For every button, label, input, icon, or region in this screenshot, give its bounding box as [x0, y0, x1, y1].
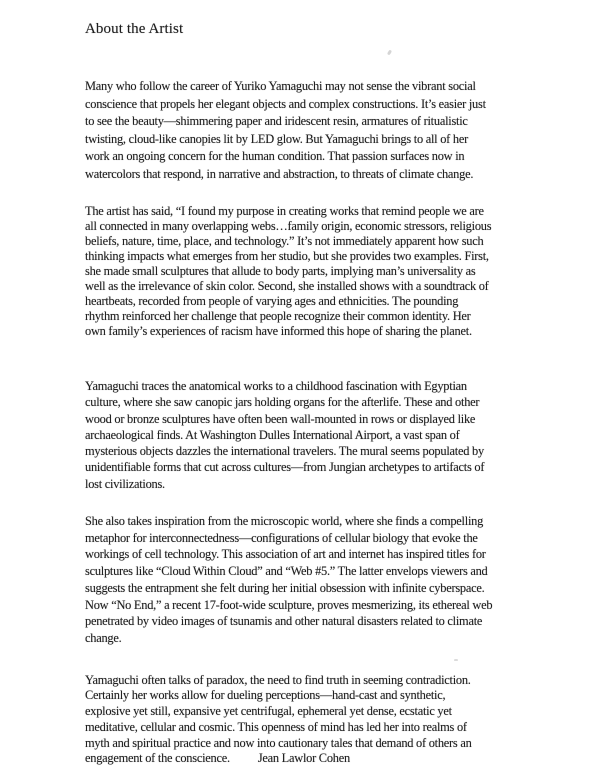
text-line: culture, where she saw canopic jars holding organs for the afterlife. These and other — [85, 395, 480, 410]
paragraph-2 — [85, 204, 592, 339]
text-line: Many who follow the career of Yuriko Yamaguchi may not sense the vibrant social — [85, 79, 476, 93]
text-line: lost civilizations. — [85, 476, 165, 491]
text-line: myth and spiritual practice and now into cautionary tales that demand of others an — [85, 735, 472, 750]
attribution: Jean Lawlor Cohen — [257, 751, 350, 766]
text-line: wood or bronze sculptures have often been wall-mounted in rows or displayed like — [85, 411, 476, 426]
text-line: penetrated by video images of tsunamis and other natural disasters related to climate — [85, 614, 483, 629]
text-line: mysterious objects dazzles the international travelers. The mural seems populated by — [85, 444, 484, 459]
text-line — [85, 751, 592, 767]
text-line: Certainly her works allow for dueling perceptions—hand-cast and synthetic, — [85, 688, 446, 703]
text-line: Yamaguchi traces the anatomical works to a childhood fascination with Egyptian — [85, 379, 467, 393]
scan-speck — [387, 50, 392, 56]
text-line: to see the beauty—shimmering paper and iridescent resin, armatures of ritualistic — [85, 114, 468, 128]
text-line: Now “No End,” a recent 17-foot-wide sculpture, proves mesmerizing, its ethereal web — [85, 597, 493, 612]
paragraph-1 — [85, 78, 592, 183]
paragraph-4 — [85, 513, 592, 647]
text-line: change. — [85, 631, 122, 645]
text-line: explosive yet still, expansive yet centrifugal, ephemeral yet dense, ecstatic yet — [85, 704, 452, 719]
text-line: twisting, cloud-like canopies lit by LED glow. But Yamaguchi brings to all of her — [85, 131, 468, 146]
text-line: own family’s experiences of racism have informed this hope of sharing the planet. — [85, 324, 472, 338]
text-line: unidentifiable forms that cut across cultures—from Jungian archetypes to artifacts of — [85, 460, 485, 475]
text-line: archaeological finds. At Washington Dulles International Airport, a vast span of — [85, 427, 460, 442]
paragraph-3 — [85, 378, 592, 492]
text-line: all connected in many overlapping webs…family origin, economic stressors, religious — [85, 219, 492, 233]
text-line: sculptures like “Cloud Within Cloud” and “Web #5.” The latter envelops viewers and — [85, 564, 488, 579]
text-line: she made small sculptures that allude to body parts, implying man’s universality as — [85, 264, 476, 278]
scan-speck — [454, 659, 458, 661]
paragraph-5 — [85, 673, 592, 767]
page-title: About the Artist — [85, 21, 184, 37]
text-line: work an ongoing concern for the human condition. That passion surfaces now in — [85, 149, 465, 163]
text-line: heartbeats, recorded from people of varying ages and ethnicities. The pounding — [85, 294, 459, 308]
text-line: suggests the entrapment she felt during her initial obsession with infinite cyberspace. — [85, 580, 485, 595]
text-line: well as the irrelevance of skin color. Second, she installed shows with a soundtrack of — [85, 279, 489, 293]
closing-sentence: engagement of the conscience. — [85, 751, 230, 766]
text-line: Yamaguchi often talks of paradox, the need to find truth in seeming contradiction. — [85, 672, 471, 687]
text-line: rhythm reinforced her challenge that people recognize their common identity. Her — [85, 309, 471, 323]
text-line: workings of cell technology. This association of art and internet has inspired titles for — [85, 547, 486, 562]
text-line: metaphor for interconnectedness—configurations of cellular biology that evoke the — [85, 530, 478, 545]
text-line: thinking impacts what emerges from her studio, but she provides two examples. First, — [85, 249, 489, 263]
text-line: conscience that propels her elegant objects and complex constructions. It’s easier just — [85, 96, 486, 111]
text-line: meditative, cellular and cosmic. This openness of mind has led her into realms of — [85, 719, 467, 734]
text-line: watercolors that respond, in narrative and abstraction, to threats of climate change. — [85, 166, 474, 181]
text-line: The artist has said, “I found my purpose in creating works that remind people we are — [85, 204, 484, 218]
text-line: beliefs, nature, time, place, and technology.” It’s not immediately apparent how such — [85, 234, 484, 248]
text-line: She also takes inspiration from the microscopic world, where she finds a compelling — [85, 514, 484, 529]
